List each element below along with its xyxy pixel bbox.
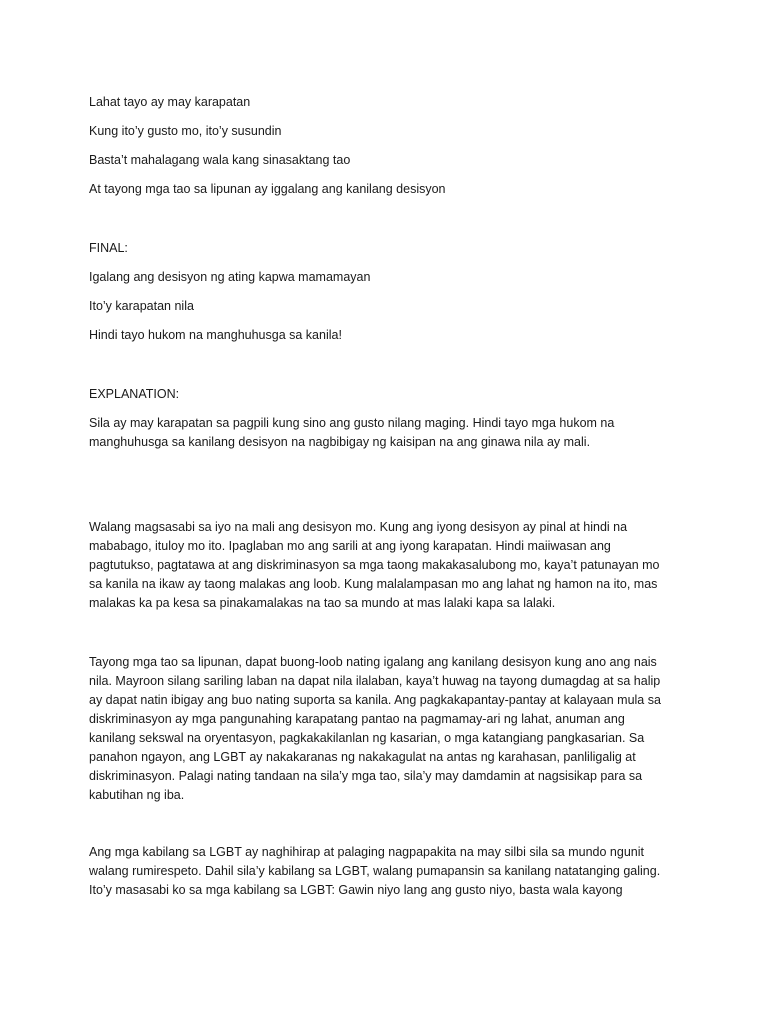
final-line: Ito’y karapatan nila [89, 299, 194, 313]
paragraph-line: Walang magsasabi sa iyo na mali ang desisyon mo. Kung ang iyong desisyon ay pinal at hindi na [89, 520, 628, 534]
paragraph-line: diskriminasyon. Palagi nating tandaan na sila’y mga tao, sila’y may damdamin at nagsisikap para sa [89, 769, 643, 783]
explanation-paragraph-4 [89, 843, 674, 900]
final-line: Hindi tayo hukom na manghuhusga sa kanila! [89, 328, 342, 342]
paragraph-line: Ang mga kabilang sa LGBT ay naghihirap at palaging nagpapakita na may silbi sila sa mundo ngunit [89, 845, 644, 859]
paragraph-line: manghuhusga sa kanilang desisyon na nagbibigay ng kaisipan na ang ginawa nila ay mali. [89, 435, 591, 449]
explanation-paragraph-1 [89, 414, 674, 452]
paragraph-line: sa kanila na ikaw ay taong malakas ang loob. Kung malalampasan mo ang lahat ng hamon na ito, mas [89, 577, 658, 591]
explanation-paragraph-2 [89, 518, 674, 613]
verse-line: Kung ito’y gusto mo, ito’y susundin [89, 124, 282, 138]
paragraph-line: walang rumirespeto. Dahil sila’y kabilang sa LGBT, walang pumapansin sa kanilang natatanging galing. [89, 864, 661, 878]
explanation-heading: EXPLANATION: [89, 387, 180, 401]
paragraph-line: panahon ngayon, ang LGBT ay nakakaranas ng nakakagulat na antas ng karahasan, panliligalig at [89, 750, 636, 764]
paragraph-line: malakas ka pa kesa sa pinakamalakas na tao sa mundo at mas lalaki kapa sa lalaki. [89, 596, 556, 610]
final-heading: FINAL: [89, 241, 128, 255]
final-line: Igalang ang desisyon ng ating kapwa mamamayan [89, 270, 371, 284]
paragraph-line: kabutihan ng iba. [89, 788, 185, 802]
paragraph-line: diskriminasyon ay mga pangunahing karapatang pantao na pagmamay-ari ng lahat, anuman ang [89, 712, 625, 726]
paragraph-line: Sila ay may karapatan sa pagpili kung sino ang gusto nilang maging. Hindi tayo mga hukom na [89, 416, 615, 430]
paragraph-line: Tayong mga tao sa lipunan, dapat buong-loob nating igalang ang kanilang desisyon kung ano ang nais [89, 655, 657, 669]
verse-line: Lahat tayo ay may karapatan [89, 95, 251, 109]
explanation-paragraph-3 [89, 653, 674, 805]
verse-line: At tayong mga tao sa lipunan ay iggalang ang kanilang desisyon [89, 182, 446, 196]
paragraph-line: pagtutukso, pagtatawa at ang diskriminasyon sa mga taong makakasalubong mo, kaya’t patunayan mo [89, 558, 660, 572]
paragraph-line: nila. Mayroon silang sariling laban na dapat nila ilalaban, kaya’t huwag na tayong dumagdag at sa halip [89, 674, 661, 688]
paragraph-line: kanilang sekswal na oryentasyon, pagkakakilanlan ng kasarian, o mga katangiang pangkasarian. Sa [89, 731, 645, 745]
paragraph-line: ay dapat natin ibigay ang buo nating suporta sa kanila. Ang pagkakapantay-pantay at kalayaan mula sa [89, 693, 661, 707]
paragraph-line: mababago, ituloy mo ito. Ipaglaban mo ang sarili at ang iyong karapatan. Hindi maiiwasan ang [89, 539, 611, 553]
verse-line: Basta’t mahalagang wala kang sinasaktang tao [89, 153, 351, 167]
paragraph-line: Ito’y masasabi ko sa mga kabilang sa LGBT: Gawin niyo lang ang gusto niyo, basta wala kayong [89, 883, 623, 897]
